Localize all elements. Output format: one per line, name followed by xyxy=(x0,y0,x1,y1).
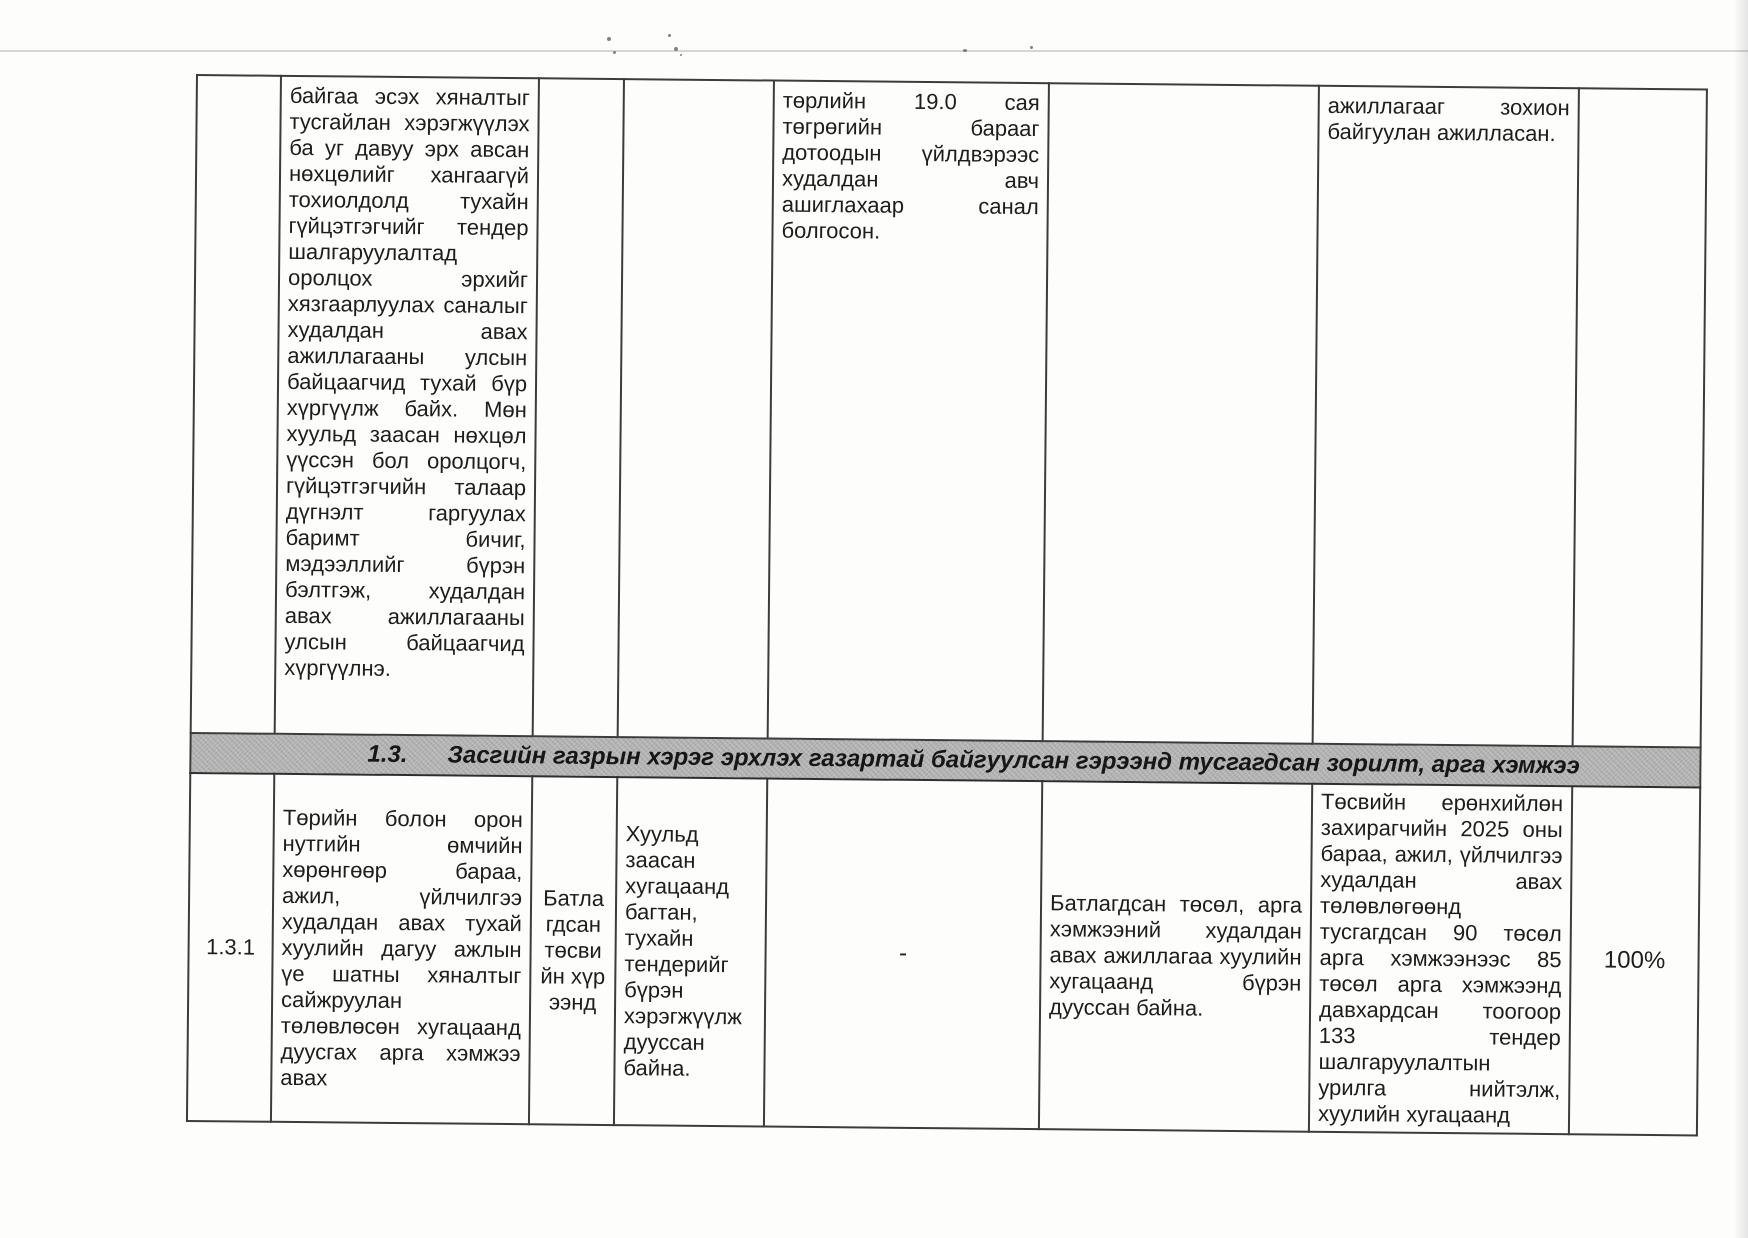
scan-speck xyxy=(1030,46,1033,49)
report-table xyxy=(186,74,1708,1136)
table-row-1-3-1 xyxy=(187,773,1700,1135)
section-number: 1.3. xyxy=(367,740,408,769)
cell-percent-empty xyxy=(1573,88,1707,747)
cell-objective-continuation: байгаа эсэх хяналтыг тусгайлан хэрэгжүүлэх ба уг давуу эрх авсан нөхцөлийг хангаагүй тохиолдолд тухайн гүйцэтгэгчийг тендер шалгаруулалтад оролцох эрхийг хязгаарлуулах саналыг худалдан авах ажиллагааны улсын байцаагчид тухай бүр хүргүүлж байх. Мөн хуульд заасан нөхцөл үүссэн бол оролцогч, гүйцэтгэгчийн талаар дүгнэлт гаргуулах баримт бичиг, мэдээллийг бүрэн бэлтгэж, худалдан авах ажиллагааны улсын байцаагчид хүргүүлнэ. xyxy=(275,76,539,736)
table-row-continuation xyxy=(191,75,1707,747)
scan-speck xyxy=(607,37,611,41)
cell-evaluation-continuation: ажиллагааг зохион байгуулан ажилласан. xyxy=(1313,86,1579,746)
scan-speck xyxy=(668,34,671,37)
scan-edge-line xyxy=(0,50,1748,52)
scan-speck xyxy=(674,47,678,51)
scan-right-shadow xyxy=(1734,0,1748,1238)
cell-budget: Батлагдсан төсвийн хүрээнд xyxy=(529,776,617,1125)
cell-result-detail: Төсвийн ерөнхийлөн захирагчийн 2025 оны бараа, ажил, үйлчилгээ худалдан авах төлөвлөгөөнд тусгагдсан 90 төсөл арга хэмжээнээс 85 төсөл арга хэмжээнд давхардсан тоогоор 133 тендер шалгаруулалтын урилга нийтэлж, хуулийн хугацаанд xyxy=(1309,784,1572,1134)
cell-percent: 100% xyxy=(1569,786,1700,1135)
cell-budget-empty xyxy=(533,78,624,737)
cell-spent-dash: - xyxy=(764,779,1042,1130)
cell-implementation: Батлагдсан төсөл, арга хэмжээний худалдан авах ажиллагаа хуулийн хугацаанд бүрэн дууссан байна. xyxy=(1039,781,1312,1132)
cell-number-empty xyxy=(191,75,281,734)
scan-speck xyxy=(613,51,616,54)
cell-implementation-empty xyxy=(1043,83,1319,744)
cell-criteria-empty xyxy=(618,79,774,738)
section-title: Засгийн газрын хэрэг эрхлэх газартай байгуулсан гэрээнд тусгагдсан зорилт, арга хэмжээ xyxy=(447,741,1580,780)
cell-result-continuation: төрлийн 19.0 сая төгрөгийн барааг дотоодын үйлдвэрээс худалдан авч ашиглахаар санал болгосон. xyxy=(768,81,1049,742)
report-table-wrapper xyxy=(186,74,1708,1136)
scan-speck xyxy=(680,54,682,56)
cell-criteria: Хуульд заасан хугацаанд багтан, тухайн тендерийг бүрэн хэрэгжүүлж дууссан байна. xyxy=(614,777,767,1126)
cell-item-number: 1.3.1 xyxy=(187,773,274,1122)
cell-objective: Төрийн болон орон нутгийн өмчийн хөрөнгөөр бараа, ажил, үйлчилгээ худалдан авах тухай хуулийн дагуу ажлын үе шатны хяналтыг сайжруулан төлөвлөсөн хугацаанд дуусгах арга хэмжээ авах xyxy=(271,774,532,1124)
scan-speck xyxy=(963,49,967,52)
